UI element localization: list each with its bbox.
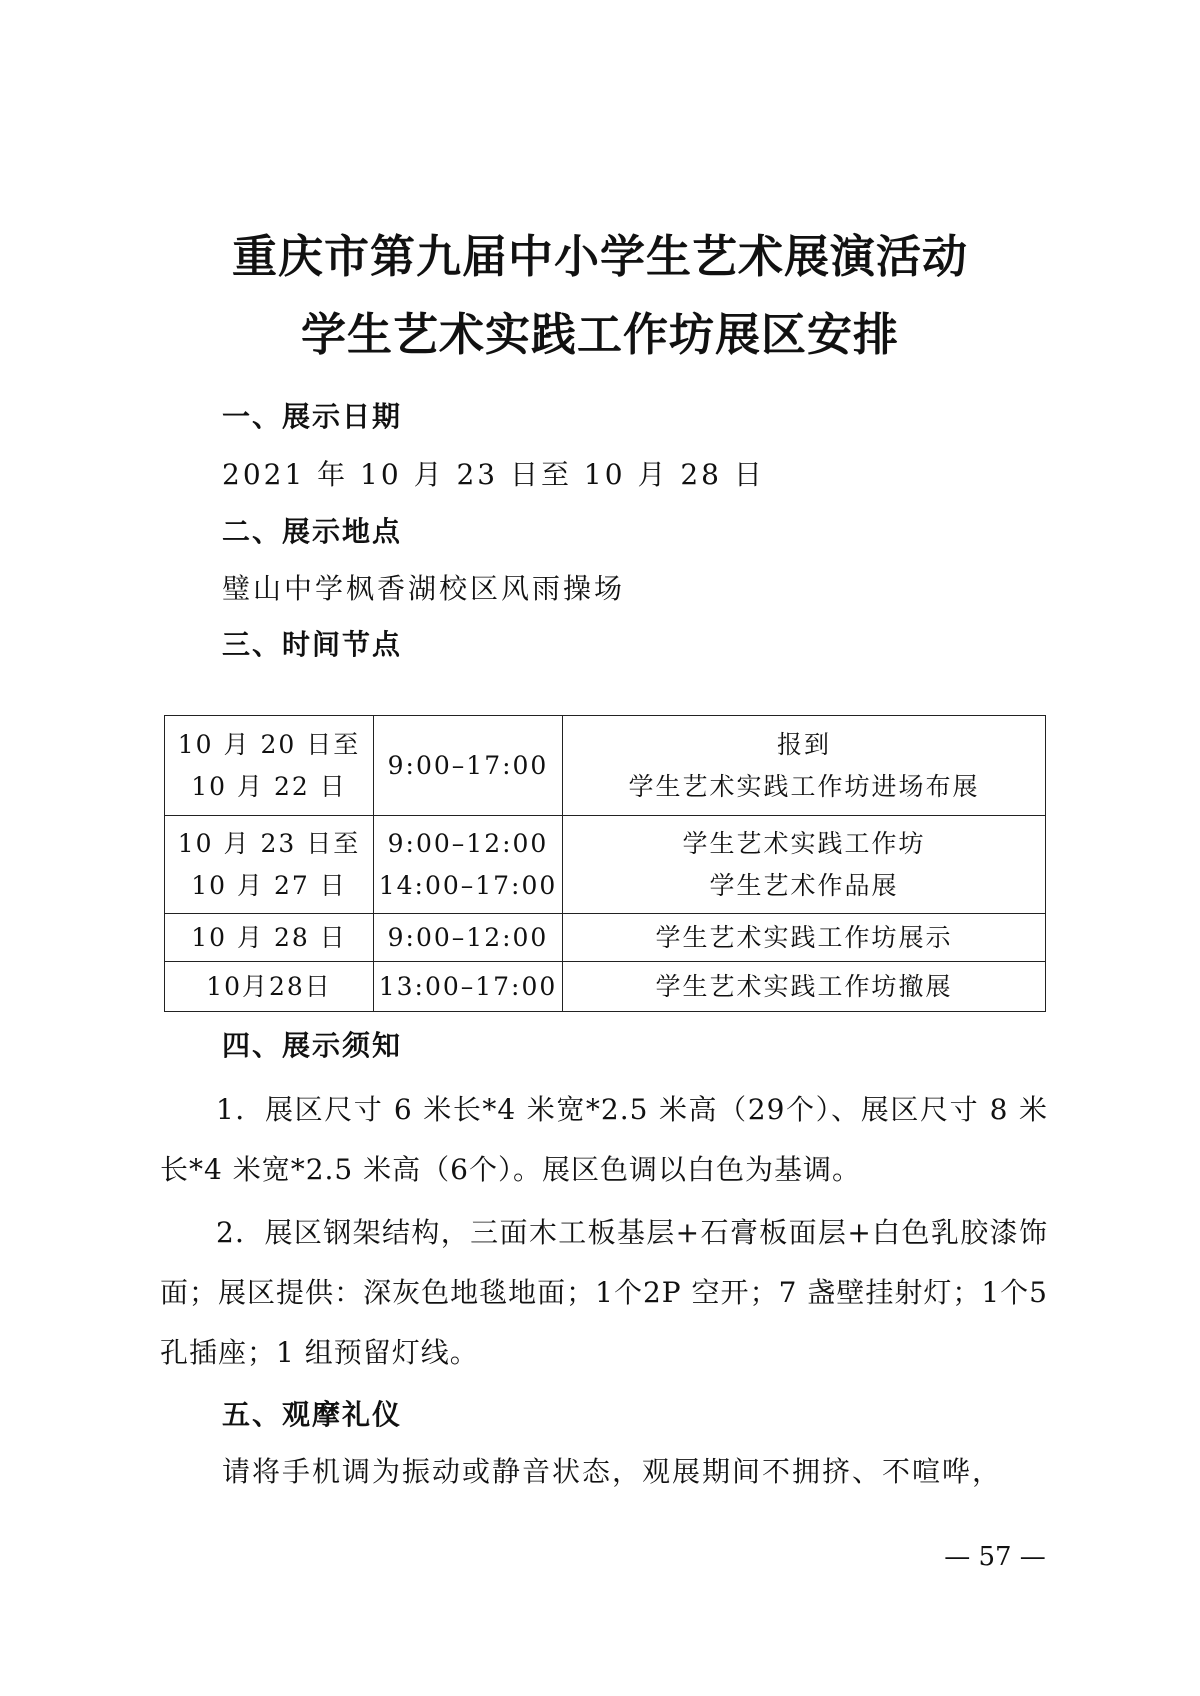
time-line: 9:00–17:00 — [387, 750, 549, 780]
date-line: 10 月 27 日 — [191, 870, 347, 900]
section-heading-location: 二、展示地点 — [222, 515, 403, 548]
event-line: 学生艺术实践工作坊 — [682, 828, 926, 858]
document-title-line-1: 重庆市第九届中小学生艺术展演活动 — [231, 230, 968, 283]
time-line: 9:00–12:00 — [387, 828, 549, 858]
time-line: 13:00–17:00 — [378, 971, 558, 1001]
notice-item-2: 2．展区钢架结构，三面木工板基层+石膏板面层+白色乳胶漆饰面；展区提供：深灰色地毯地面；1个2P 空开；7 盏壁挂射灯；1个5 孔插座；1 组预留灯线。 — [160, 1216, 1048, 1369]
time-cell — [374, 962, 563, 1012]
time-line: 9:00–12:00 — [387, 922, 549, 952]
section-heading-date: 一、展示日期 — [222, 400, 403, 433]
event-cell — [563, 962, 1046, 1012]
event-cell — [563, 716, 1046, 816]
section-heading-etiquette: 五、观摩礼仪 — [222, 1398, 403, 1431]
document-title-line-2: 学生艺术实践工作坊展区安排 — [300, 308, 899, 361]
event-cell — [563, 914, 1046, 962]
event-line: 学生艺术实践工作坊撤展 — [655, 971, 953, 1001]
date-cell — [165, 716, 374, 816]
event-line: 学生艺术作品展 — [709, 870, 899, 900]
table-row — [165, 716, 1046, 816]
page-number: — 57 — — [944, 1542, 1046, 1572]
time-cell — [374, 914, 563, 962]
section-heading-schedule: 三、时间节点 — [222, 628, 403, 661]
date-line: 10 月 23 日至 — [177, 828, 361, 858]
time-line: 14:00–17:00 — [378, 870, 558, 900]
event-line: 学生艺术实践工作坊展示 — [655, 922, 953, 952]
location-content: 璧山中学枫香湖校区风雨操场 — [222, 572, 626, 605]
notice-item-1: 1．展区尺寸 6 米长*4 米宽*2.5 米高（29个）、展区尺寸 8 米长*4 米宽*2.5 米高（6个）。展区色调以白色为基调。 — [160, 1093, 1048, 1186]
date-line: 10 月 28 日 — [191, 922, 347, 952]
schedule-table — [164, 715, 1046, 1012]
event-line: 学生艺术实践工作坊进场布展 — [628, 771, 980, 801]
event-line: 报到 — [776, 729, 831, 759]
etiquette-content: 请将手机调为振动或静音状态，观展期间不拥挤、不喧哗， — [222, 1455, 1003, 1488]
section-heading-notice: 四、展示须知 — [222, 1029, 403, 1062]
table-row — [165, 816, 1046, 914]
table-row — [165, 962, 1046, 1012]
date-line: 10 月 22 日 — [191, 771, 347, 801]
date-cell — [165, 962, 374, 1012]
date-line: 10月28日 — [206, 971, 332, 1001]
event-cell — [563, 816, 1046, 914]
date-cell — [165, 816, 374, 914]
time-cell — [374, 816, 563, 914]
table-row — [165, 914, 1046, 962]
time-cell — [374, 716, 563, 816]
date-content: 2021 年 10 月 23 日至 10 月 28 日 — [222, 458, 765, 491]
date-line: 10 月 20 日至 — [177, 729, 361, 759]
date-cell — [165, 914, 374, 962]
